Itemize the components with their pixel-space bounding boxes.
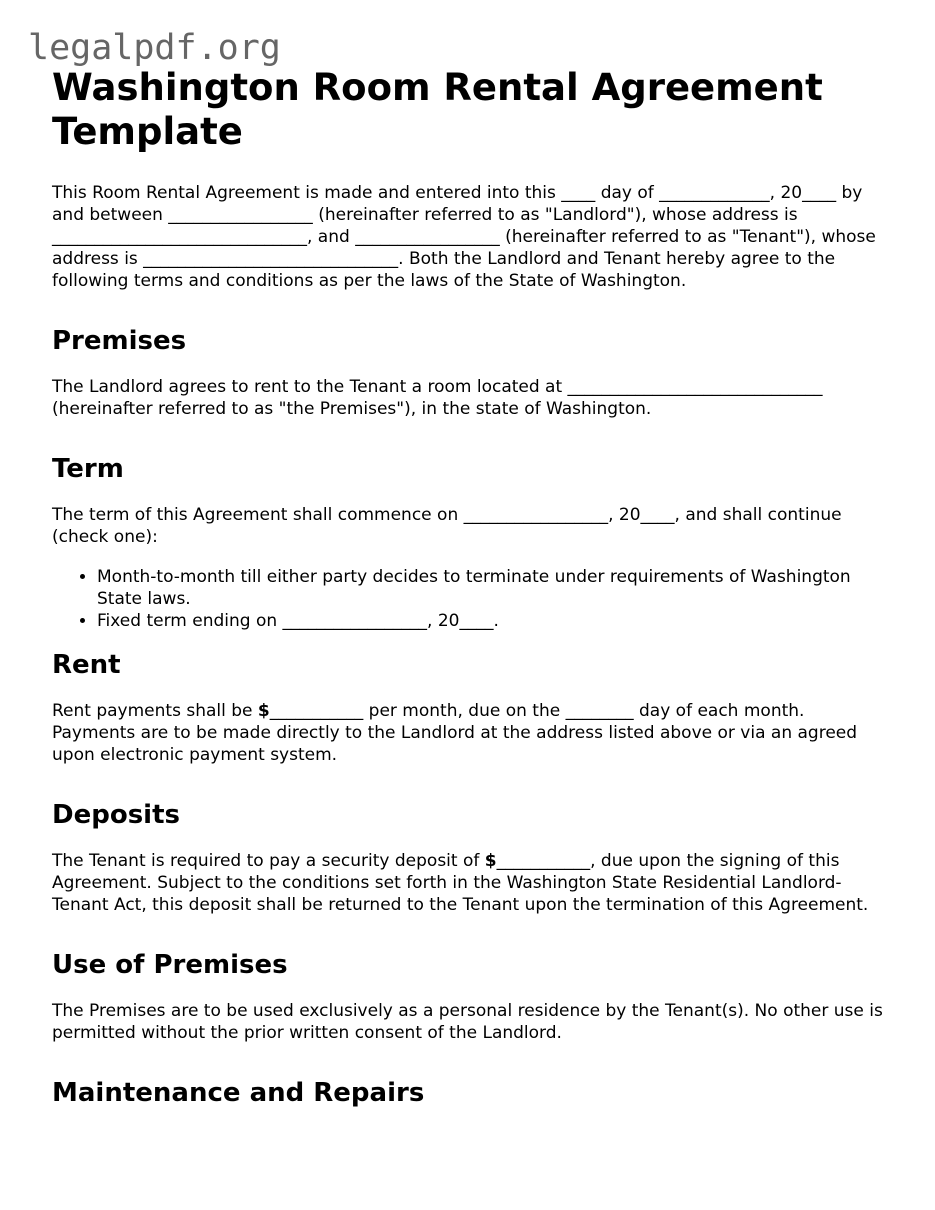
term-paragraph: The term of this Agreement shall commence on _________________, 20____, and shall continue (check one): (52, 505, 842, 547)
intro-paragraph: This Room Rental Agreement is made and entered into this ____ day of _____________, 20____ by and between _________________ (hereinafter referred to as "Landlord"), whose address is ______________________________, and _________________ (hereinafter referred to as "Tenant"), whose address is ______________________________. Both the Landlord and Tenant hereby agree to the following terms and conditions as per the laws of the State of Washington. (52, 183, 876, 291)
deposits-section (52, 799, 892, 916)
rent-heading: Rent (52, 650, 121, 680)
term-option-fixed-term: • Fixed term ending on _________________, 20____. (97, 610, 892, 632)
document-title: Washington Room Rental Agreement Template (52, 66, 823, 153)
use-of-premises-section (52, 949, 892, 1044)
premises-heading: Premises (52, 326, 187, 356)
deposits-paragraph (52, 850, 892, 916)
term-section (52, 453, 892, 632)
deposits-heading: Deposits (52, 800, 180, 830)
rent-text-after: ___________ per month, due on the ________ day of each month. Payments are to be made directly to the Landlord at the address listed above or via an agreed upon electronic payment system. (52, 701, 858, 765)
premises-section (52, 325, 892, 420)
rent-section (52, 649, 892, 766)
deposits-text-before: The Tenant is required to pay a security deposit of (52, 851, 485, 871)
rent-paragraph (52, 700, 892, 766)
premises-paragraph: The Landlord agrees to rent to the Tenant a room located at ______________________________ (hereinafter referred to as "the Premises"), in the state of Washington. (52, 377, 823, 419)
document-page (52, 66, 892, 1128)
deposits-text-after: ___________, due upon the signing of this Agreement. Subject to the conditions set forth in the Washington State Residential Landlord-Tenant Act, this deposit shall be returned to the Tenant upon the termination of this Agreement. (52, 851, 869, 915)
watermark: legalpdf.org (28, 28, 281, 68)
use-of-premises-heading: Use of Premises (52, 950, 288, 980)
rent-text-before: Rent payments shall be (52, 701, 258, 721)
maintenance-heading: Maintenance and Repairs (52, 1078, 425, 1108)
rent-amount-symbol: $ (257, 701, 270, 721)
use-of-premises-paragraph: The Premises are to be used exclusively as a personal residence by the Tenant(s). No other use is permitted without the prior written consent of the Landlord. (52, 1001, 883, 1043)
deposits-amount-symbol: $ (484, 851, 497, 871)
term-option-month-to-month: • Month-to-month till either party decides to terminate under requirements of Washington State laws. (97, 566, 892, 610)
term-options-list (52, 566, 892, 632)
term-heading: Term (52, 454, 124, 484)
maintenance-section (52, 1077, 892, 1109)
